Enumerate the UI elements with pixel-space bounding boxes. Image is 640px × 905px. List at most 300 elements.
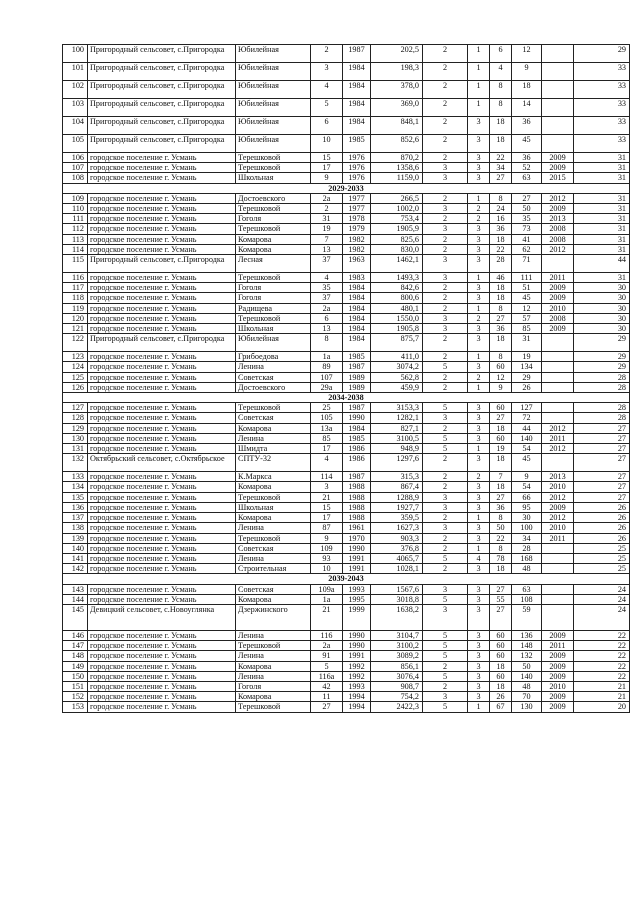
municipality-cell: городское поселение г. Усмань: [88, 492, 236, 502]
residents-cell: 136: [512, 630, 542, 640]
entrances-cell: 1: [468, 99, 490, 117]
street-cell: Терешковой: [236, 403, 311, 413]
street-cell: Комарова: [236, 482, 311, 492]
street-cell: Терешковой: [236, 702, 311, 712]
apartments-cell: 8: [490, 193, 512, 203]
table-row: [63, 533, 630, 543]
row-number-cell: 101: [63, 63, 88, 81]
table-row: [63, 413, 630, 423]
street-cell: К.Маркса: [236, 472, 311, 482]
wear-percent-cell: 33: [574, 99, 630, 117]
house-number-cell: 116: [311, 630, 343, 640]
municipality-cell: Пригородный сельсовет, с.Пригородка: [88, 63, 236, 81]
floors-cell: 5: [423, 433, 468, 443]
year-built-cell: 1984: [343, 334, 371, 352]
row-number-cell: 109: [63, 193, 88, 203]
street-cell: Советская: [236, 584, 311, 594]
year-built-cell: 1985: [343, 352, 371, 362]
table-row: [63, 293, 630, 303]
row-number-cell: 118: [63, 293, 88, 303]
municipality-cell: городское поселение г. Усмань: [88, 641, 236, 651]
floors-cell: 5: [423, 444, 468, 454]
entrances-cell: 3: [468, 492, 490, 502]
row-number-cell: 134: [63, 482, 88, 492]
apartments-cell: 60: [490, 362, 512, 372]
last-repair-year-cell: [542, 403, 574, 413]
last-repair-year-cell: [542, 413, 574, 423]
apartments-cell: 18: [490, 661, 512, 671]
area-cell: 3089,2: [371, 651, 423, 661]
apartments-cell: 27: [490, 584, 512, 594]
year-built-cell: 1990: [343, 413, 371, 423]
wear-percent-cell: 31: [574, 244, 630, 254]
municipality-cell: городское поселение г. Усмань: [88, 352, 236, 362]
residents-cell: 35: [512, 214, 542, 224]
apartments-cell: 36: [490, 502, 512, 512]
row-number-cell: 123: [63, 352, 88, 362]
area-cell: 1927,7: [371, 502, 423, 512]
last-repair-year-cell: [542, 553, 574, 563]
row-number-cell: 113: [63, 234, 88, 244]
row-number-cell: 111: [63, 214, 88, 224]
apartments-cell: 22: [490, 244, 512, 254]
table-row: [63, 671, 630, 681]
residents-cell: 140: [512, 433, 542, 443]
year-built-cell: 1984: [343, 313, 371, 323]
municipality-cell: Девицкий сельсовет, с.Новоуглянка: [88, 604, 236, 630]
area-cell: 1550,0: [371, 313, 423, 323]
year-built-cell: 1993: [343, 681, 371, 691]
wear-percent-cell: 22: [574, 651, 630, 661]
street-cell: Ленина: [236, 362, 311, 372]
last-repair-year-cell: [542, 543, 574, 553]
row-number-cell: 122: [63, 334, 88, 352]
municipality-cell: Пригородный сельсовет, с.Пригородка: [88, 334, 236, 352]
row-number-cell: 117: [63, 283, 88, 293]
table-row: [63, 334, 630, 352]
house-number-cell: 109: [311, 543, 343, 553]
wear-percent-cell: 29: [574, 45, 630, 63]
last-repair-year-cell: 2010: [542, 523, 574, 533]
area-cell: 480,1: [371, 303, 423, 313]
wear-percent-cell: 30: [574, 324, 630, 334]
apartments-cell: 18: [490, 564, 512, 574]
year-built-cell: 1984: [343, 293, 371, 303]
apartments-cell: 78: [490, 553, 512, 563]
floors-cell: 5: [423, 651, 468, 661]
last-repair-year-cell: [542, 63, 574, 81]
house-number-cell: 2: [311, 204, 343, 214]
year-built-cell: 1984: [343, 81, 371, 99]
entrances-cell: 2: [468, 472, 490, 482]
last-repair-year-cell: 2008: [542, 313, 574, 323]
residents-cell: 72: [512, 413, 542, 423]
floors-cell: 2: [423, 681, 468, 691]
row-number-cell: 142: [63, 564, 88, 574]
apartments-cell: 27: [490, 413, 512, 423]
wear-percent-cell: 21: [574, 692, 630, 702]
wear-percent-cell: 22: [574, 671, 630, 681]
year-built-cell: 1987: [343, 403, 371, 413]
last-repair-year-cell: 2012: [542, 492, 574, 502]
apartments-cell: 18: [490, 117, 512, 135]
year-built-cell: 1999: [343, 604, 371, 630]
entrances-cell: 3: [468, 454, 490, 472]
entrances-cell: 2: [468, 313, 490, 323]
year-built-cell: 1988: [343, 492, 371, 502]
house-number-cell: 116а: [311, 671, 343, 681]
table-row: [63, 433, 630, 443]
street-cell: Терешковой: [236, 153, 311, 163]
street-cell: Ленина: [236, 523, 311, 533]
house-number-cell: 7: [311, 234, 343, 244]
area-cell: 3074,2: [371, 362, 423, 372]
apartments-cell: 9: [490, 382, 512, 392]
last-repair-year-cell: 2011: [542, 273, 574, 283]
year-built-cell: 1984: [343, 423, 371, 433]
residents-cell: 9: [512, 63, 542, 81]
year-built-cell: 1986: [343, 444, 371, 454]
residents-cell: 52: [512, 163, 542, 173]
row-number-cell: 146: [63, 630, 88, 640]
area-cell: 848,1: [371, 117, 423, 135]
house-number-cell: 5: [311, 99, 343, 117]
apartments-cell: 60: [490, 641, 512, 651]
apartments-cell: 22: [490, 153, 512, 163]
house-number-cell: 105: [311, 413, 343, 423]
table-row: [63, 45, 630, 63]
house-number-cell: 42: [311, 681, 343, 691]
wear-percent-cell: 26: [574, 523, 630, 533]
street-cell: Дзержинского: [236, 604, 311, 630]
residents-cell: 45: [512, 135, 542, 153]
table-row: [63, 255, 630, 273]
year-built-cell: 1988: [343, 502, 371, 512]
floors-cell: 2: [423, 81, 468, 99]
wear-percent-cell: 30: [574, 293, 630, 303]
area-cell: 1028,1: [371, 564, 423, 574]
apartments-cell: 8: [490, 543, 512, 553]
house-number-cell: 89: [311, 362, 343, 372]
residents-cell: 50: [512, 204, 542, 214]
last-repair-year-cell: 2011: [542, 641, 574, 651]
street-cell: Достоевского: [236, 193, 311, 203]
last-repair-year-cell: 2010: [542, 482, 574, 492]
last-repair-year-cell: 2010: [542, 303, 574, 313]
last-repair-year-cell: [542, 372, 574, 382]
area-cell: 1905,8: [371, 324, 423, 334]
residents-cell: 45: [512, 454, 542, 472]
area-cell: 3100,5: [371, 433, 423, 443]
apartments-cell: 18: [490, 135, 512, 153]
apartments-cell: 34: [490, 163, 512, 173]
table-row: [63, 313, 630, 323]
house-number-cell: 6: [311, 117, 343, 135]
year-built-cell: 1991: [343, 564, 371, 574]
municipality-cell: городское поселение г. Усмань: [88, 153, 236, 163]
year-built-cell: 1984: [343, 117, 371, 135]
street-cell: Юбилейная: [236, 117, 311, 135]
area-cell: 867,4: [371, 482, 423, 492]
house-number-cell: 3: [311, 482, 343, 492]
street-cell: Комарова: [236, 244, 311, 254]
street-cell: Комарова: [236, 234, 311, 244]
street-cell: Лесная: [236, 255, 311, 273]
table-row: [63, 423, 630, 433]
municipality-cell: Пригородный сельсовет, с.Пригородка: [88, 99, 236, 117]
house-number-cell: 27: [311, 702, 343, 712]
entrances-cell: 3: [468, 117, 490, 135]
row-number-cell: 140: [63, 543, 88, 553]
apartments-cell: 18: [490, 681, 512, 691]
table-row: [63, 564, 630, 574]
year-built-cell: 1963: [343, 255, 371, 273]
entrances-cell: 3: [468, 224, 490, 234]
entrances-cell: 3: [468, 362, 490, 372]
municipality-cell: городское поселение г. Усмань: [88, 214, 236, 224]
house-number-cell: 29а: [311, 382, 343, 392]
municipality-cell: городское поселение г. Усмань: [88, 543, 236, 553]
residents-cell: 26: [512, 382, 542, 392]
house-number-cell: 15: [311, 502, 343, 512]
floors-cell: 5: [423, 362, 468, 372]
entrances-cell: 1: [468, 382, 490, 392]
area-cell: 1905,9: [371, 224, 423, 234]
wear-percent-cell: 28: [574, 413, 630, 423]
house-number-cell: 2: [311, 45, 343, 63]
municipality-cell: городское поселение г. Усмань: [88, 234, 236, 244]
area-cell: 1288,9: [371, 492, 423, 502]
entrances-cell: 1: [468, 303, 490, 313]
last-repair-year-cell: 2013: [542, 214, 574, 224]
row-number-cell: 131: [63, 444, 88, 454]
wear-percent-cell: 31: [574, 153, 630, 163]
year-built-cell: 1992: [343, 671, 371, 681]
row-number-cell: 133: [63, 472, 88, 482]
street-cell: Комарова: [236, 692, 311, 702]
floors-cell: 2: [423, 99, 468, 117]
year-built-cell: 1991: [343, 553, 371, 563]
wear-percent-cell: 30: [574, 303, 630, 313]
last-repair-year-cell: 2013: [542, 472, 574, 482]
period-label: 2034-2038: [63, 393, 630, 403]
entrances-cell: 3: [468, 255, 490, 273]
municipality-cell: городское поселение г. Усмань: [88, 193, 236, 203]
house-number-cell: 35: [311, 283, 343, 293]
house-number-cell: 87: [311, 523, 343, 533]
house-number-cell: 5: [311, 661, 343, 671]
street-cell: Советская: [236, 413, 311, 423]
year-built-cell: 1994: [343, 692, 371, 702]
entrances-cell: 3: [468, 681, 490, 691]
floors-cell: 2: [423, 45, 468, 63]
entrances-cell: 3: [468, 283, 490, 293]
wear-percent-cell: 31: [574, 224, 630, 234]
table-row: [63, 234, 630, 244]
house-number-cell: 11: [311, 692, 343, 702]
table-row: [63, 117, 630, 135]
last-repair-year-cell: [542, 594, 574, 604]
entrances-cell: 3: [468, 564, 490, 574]
street-cell: Шмидта: [236, 444, 311, 454]
apartments-cell: 27: [490, 604, 512, 630]
wear-percent-cell: 29: [574, 334, 630, 352]
row-number-cell: 115: [63, 255, 88, 273]
wear-percent-cell: 29: [574, 362, 630, 372]
house-number-cell: 4: [311, 454, 343, 472]
year-built-cell: 1995: [343, 594, 371, 604]
street-cell: Советская: [236, 543, 311, 553]
residents-cell: 54: [512, 482, 542, 492]
area-cell: 3153,3: [371, 403, 423, 413]
residents-cell: 70: [512, 692, 542, 702]
street-cell: Достоевского: [236, 382, 311, 392]
last-repair-year-cell: 2012: [542, 444, 574, 454]
entrances-cell: 3: [468, 671, 490, 681]
residents-cell: 44: [512, 423, 542, 433]
municipality-cell: городское поселение г. Усмань: [88, 303, 236, 313]
entrances-cell: 3: [468, 594, 490, 604]
floors-cell: 2: [423, 352, 468, 362]
wear-percent-cell: 33: [574, 117, 630, 135]
table-row: [63, 630, 630, 640]
table-row: [63, 324, 630, 334]
row-number-cell: 153: [63, 702, 88, 712]
floors-cell: 3: [423, 324, 468, 334]
house-number-cell: 8: [311, 334, 343, 352]
row-number-cell: 106: [63, 153, 88, 163]
municipality-cell: городское поселение г. Усмань: [88, 313, 236, 323]
house-number-cell: 17: [311, 163, 343, 173]
table-row: [63, 543, 630, 553]
year-built-cell: 1984: [343, 63, 371, 81]
municipality-cell: городское поселение г. Усмань: [88, 444, 236, 454]
entrances-cell: 2: [468, 204, 490, 214]
residents-cell: 111: [512, 273, 542, 283]
street-cell: Комарова: [236, 594, 311, 604]
house-number-cell: 3: [311, 63, 343, 81]
residents-cell: 45: [512, 293, 542, 303]
floors-cell: 2: [423, 454, 468, 472]
floors-cell: 2: [423, 63, 468, 81]
wear-percent-cell: 31: [574, 214, 630, 224]
street-cell: Ленина: [236, 651, 311, 661]
area-cell: 3104,7: [371, 630, 423, 640]
residents-cell: 57: [512, 313, 542, 323]
wear-percent-cell: 25: [574, 564, 630, 574]
residents-cell: 54: [512, 444, 542, 454]
wear-percent-cell: 27: [574, 423, 630, 433]
house-number-cell: 10: [311, 564, 343, 574]
apartments-cell: 26: [490, 692, 512, 702]
municipality-cell: городское поселение г. Усмань: [88, 423, 236, 433]
area-cell: 1159,0: [371, 173, 423, 183]
year-built-cell: 1984: [343, 303, 371, 313]
municipality-cell: городское поселение г. Усмань: [88, 372, 236, 382]
municipality-cell: городское поселение г. Усмань: [88, 533, 236, 543]
floors-cell: 2: [423, 423, 468, 433]
wear-percent-cell: 44: [574, 255, 630, 273]
area-cell: 1638,2: [371, 604, 423, 630]
street-cell: Юбилейная: [236, 63, 311, 81]
area-cell: 3100,2: [371, 641, 423, 651]
house-number-cell: 1а: [311, 594, 343, 604]
floors-cell: 3: [423, 224, 468, 234]
house-number-cell: 2а: [311, 303, 343, 313]
residents-cell: 14: [512, 99, 542, 117]
house-number-cell: 19: [311, 224, 343, 234]
house-number-cell: 15: [311, 153, 343, 163]
floors-cell: 2: [423, 193, 468, 203]
floors-cell: 5: [423, 403, 468, 413]
row-number-cell: 107: [63, 163, 88, 173]
municipality-cell: городское поселение г. Усмань: [88, 482, 236, 492]
municipality-cell: городское поселение г. Усмань: [88, 382, 236, 392]
wear-percent-cell: 30: [574, 313, 630, 323]
floors-cell: 5: [423, 702, 468, 712]
last-repair-year-cell: 2012: [542, 193, 574, 203]
wear-percent-cell: 26: [574, 533, 630, 543]
entrances-cell: 3: [468, 630, 490, 640]
street-cell: Ленина: [236, 630, 311, 640]
table-row: [63, 244, 630, 254]
row-number-cell: 151: [63, 681, 88, 691]
floors-cell: 2: [423, 513, 468, 523]
last-repair-year-cell: 2012: [542, 513, 574, 523]
table-row: [63, 214, 630, 224]
street-cell: Советская: [236, 372, 311, 382]
period-group-row: [63, 183, 630, 193]
apartments-cell: 18: [490, 293, 512, 303]
municipality-cell: городское поселение г. Усмань: [88, 702, 236, 712]
apartments-cell: 27: [490, 313, 512, 323]
table-row: [63, 523, 630, 533]
row-number-cell: 144: [63, 594, 88, 604]
last-repair-year-cell: 2009: [542, 283, 574, 293]
period-group-row: [63, 393, 630, 403]
floors-cell: 2: [423, 303, 468, 313]
apartments-cell: 18: [490, 454, 512, 472]
row-number-cell: 126: [63, 382, 88, 392]
municipality-cell: городское поселение г. Усмань: [88, 224, 236, 234]
apartments-cell: 8: [490, 303, 512, 313]
municipality-cell: городское поселение г. Усмань: [88, 671, 236, 681]
floors-cell: 2: [423, 543, 468, 553]
house-number-cell: 2а: [311, 641, 343, 651]
street-cell: Школьная: [236, 324, 311, 334]
municipality-cell: Октябрьский сельсовет, с.Октябрьское: [88, 454, 236, 472]
entrances-cell: 3: [468, 423, 490, 433]
table-row: [63, 153, 630, 163]
last-repair-year-cell: 2009: [542, 692, 574, 702]
apartments-cell: 18: [490, 423, 512, 433]
entrances-cell: 1: [468, 81, 490, 99]
wear-percent-cell: 28: [574, 372, 630, 382]
floors-cell: 3: [423, 204, 468, 214]
residents-cell: 19: [512, 352, 542, 362]
year-built-cell: 1982: [343, 234, 371, 244]
table-row: [63, 584, 630, 594]
year-built-cell: 1990: [343, 543, 371, 553]
street-cell: Терешковой: [236, 163, 311, 173]
entrances-cell: 1: [468, 702, 490, 712]
apartments-cell: 6: [490, 45, 512, 63]
table-row: [63, 641, 630, 651]
apartments-cell: 50: [490, 523, 512, 533]
entrances-cell: 1: [468, 352, 490, 362]
entrances-cell: 3: [468, 413, 490, 423]
year-built-cell: 1979: [343, 224, 371, 234]
